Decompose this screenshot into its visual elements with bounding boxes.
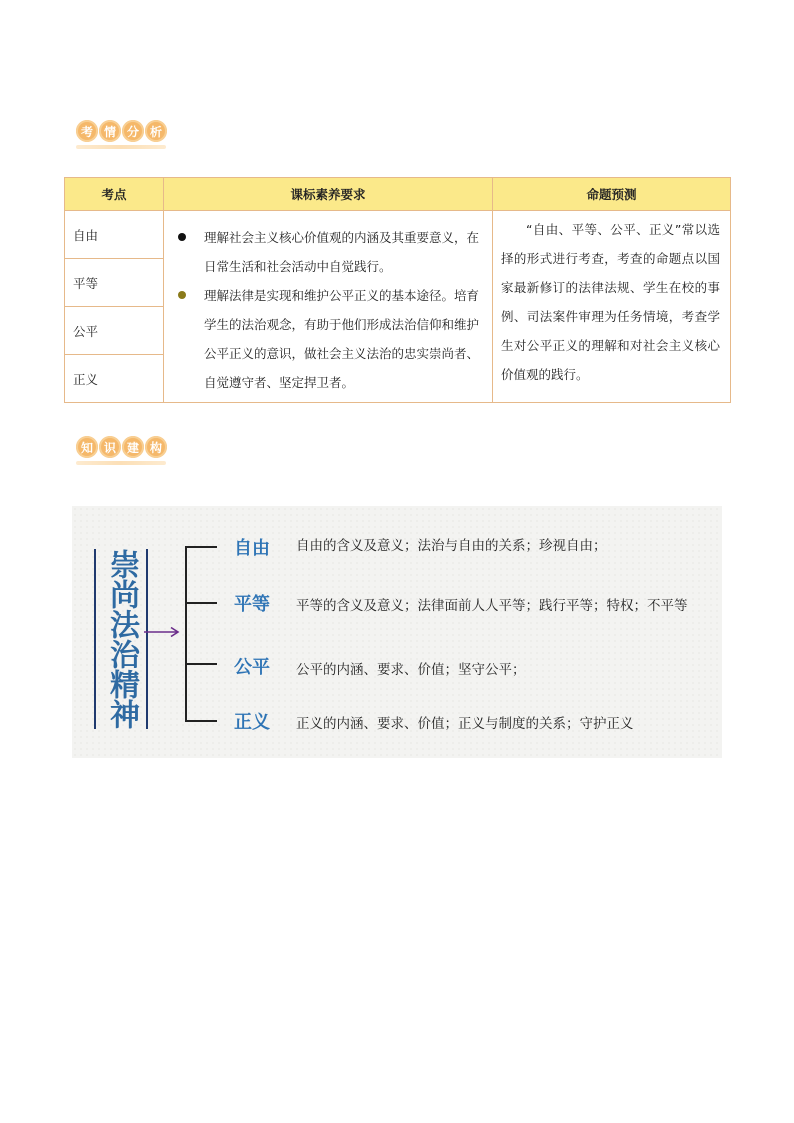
requirement-text: 理解社会主义核心价值观的内涵及其重要意义，在日常生活和社会活动中自觉践行。 — [204, 230, 480, 274]
branch-description: 平等的含义及意义；法律面前人人平等；践行平等；特权；不平等 — [296, 598, 688, 614]
badge-char: 知 — [76, 436, 98, 458]
branch-title: 正义 — [234, 712, 270, 733]
mindmap-root-text: 崇尚法治精神 — [104, 549, 139, 729]
branch-connector — [185, 546, 217, 548]
badge-char: 构 — [145, 436, 167, 458]
header-underline — [76, 461, 166, 465]
branch-connector — [185, 663, 217, 665]
requirement-text: 理解法律是实现和维护公平正义的基本途径。培育学生的法治观念，有助于他们形成法治信仰和维护公平正义的意识，做社会主义法治的忠实崇尚者、自觉遵守者、坚定捍卫者。 — [204, 288, 480, 390]
table-row — [65, 211, 731, 259]
kaodian-cell: 自由 — [65, 211, 164, 259]
branch-description: 自由的含义及意义；法治与自由的关系；珍视自由； — [296, 538, 607, 554]
branch-description: 公平的内涵、要求、价值；坚守公平； — [296, 662, 526, 678]
kaodian-cell: 正义 — [65, 355, 164, 403]
badge-char: 分 — [122, 120, 144, 142]
section-header-analysis — [76, 120, 167, 154]
branch-title: 公平 — [234, 657, 270, 678]
column-header-prediction: 命题预测 — [493, 178, 731, 211]
badge-char: 析 — [145, 120, 167, 142]
branch-title: 自由 — [234, 538, 270, 559]
analysis-table — [64, 177, 731, 403]
requirement-item — [172, 281, 482, 397]
badge-char: 识 — [99, 436, 121, 458]
arrow-right-icon — [144, 626, 180, 638]
knowledge-mindmap — [72, 506, 722, 758]
bullet-dot-icon — [178, 291, 186, 299]
branch-description: 正义的内涵、要求、价值；正义与制度的关系；守护正义 — [296, 716, 634, 732]
column-header-requirements: 课标素养要求 — [164, 178, 493, 211]
branch-connector — [185, 720, 217, 722]
mindmap-root — [94, 549, 148, 729]
header-underline — [76, 145, 166, 149]
kaodian-cell: 平等 — [65, 259, 164, 307]
prediction-cell: “自由、平等、公平、正义”常以选择的形式进行考查，考查的命题点以国家最新修订的法律法规、学生在校的事例、司法案件审理为任务情境，考查学生对公平正义的理解和对社会主义核心价值观的践行。 — [493, 211, 731, 403]
section-header-knowledge — [76, 436, 167, 470]
badge-char: 建 — [122, 436, 144, 458]
requirements-cell — [164, 211, 493, 403]
table-header-row — [65, 178, 731, 211]
requirement-item — [172, 223, 482, 281]
badge-char: 考 — [76, 120, 98, 142]
bracket-line — [185, 546, 187, 722]
bullet-dot-icon — [178, 233, 186, 241]
branch-connector — [185, 602, 217, 604]
badge-char: 情 — [99, 120, 121, 142]
kaodian-cell: 公平 — [65, 307, 164, 355]
column-header-kaodian: 考点 — [65, 178, 164, 211]
branch-title: 平等 — [234, 594, 270, 615]
